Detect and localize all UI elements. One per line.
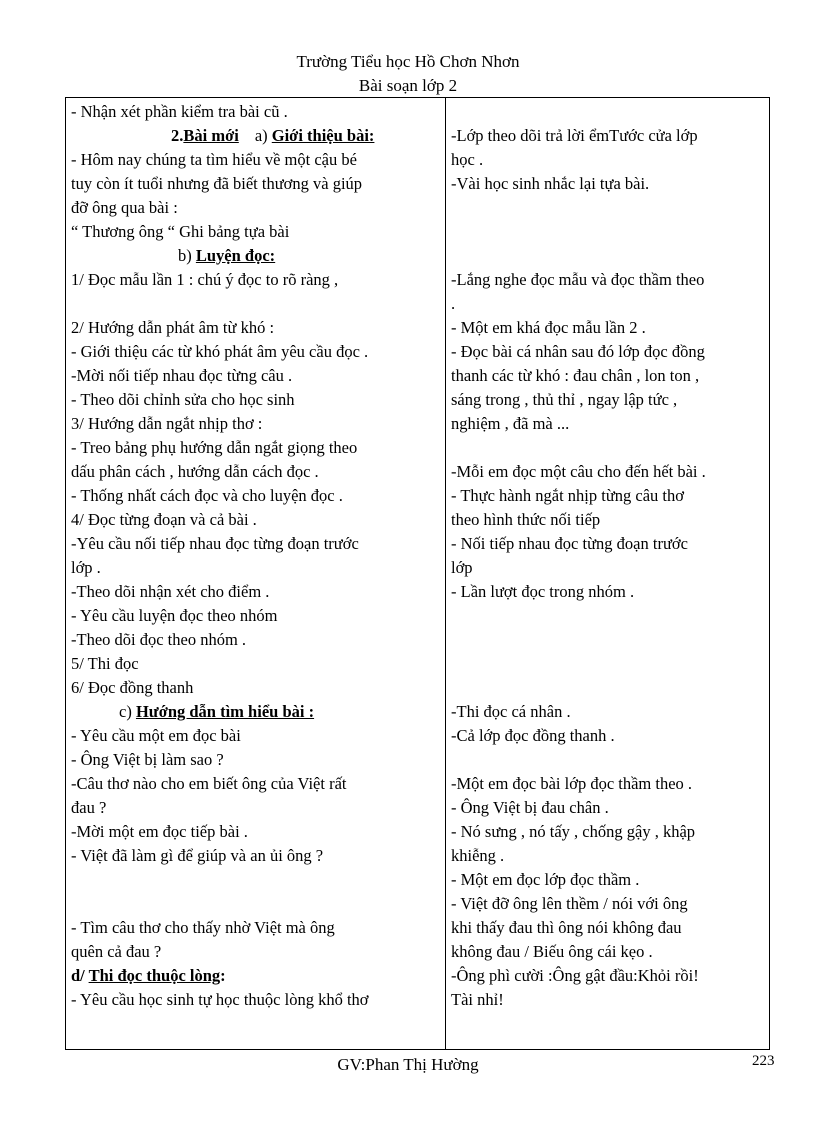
section-b-title: Luyện đọc: <box>195 246 276 265</box>
right-line: nghiệm , đã mà ... <box>451 414 570 433</box>
left-line: - Thống nhất cách đọc và cho luyện đọc . <box>71 486 343 505</box>
section-d-heading <box>71 966 226 986</box>
right-line: khi thấy đau thì ông nói không đau <box>451 918 682 937</box>
right-line: -Cả lớp đọc đồng thanh . <box>451 726 615 745</box>
left-line: - Yêu cầu học sinh tự học thuộc lòng khổ thơ <box>71 990 369 1009</box>
right-line: -Lắng nghe đọc mẫu và đọc thầm theo <box>451 270 705 289</box>
section-a-prefix: a) <box>254 126 272 145</box>
left-line: -Theo dõi nhận xét cho điểm . <box>71 582 270 601</box>
left-line: -Câu thơ nào cho em biết ông của Việt rất <box>71 774 347 793</box>
right-line: -Mỗi em đọc một câu cho đến hết bài . <box>451 462 706 481</box>
right-line: lớp <box>451 558 473 577</box>
right-line: - Lần lượt đọc trong nhóm . <box>451 582 635 601</box>
right-line: - Một em đọc lớp đọc thầm . <box>451 870 640 889</box>
left-line: 2/ Hướng dẫn phát âm từ khó : <box>71 318 275 337</box>
section-b-heading <box>178 246 275 266</box>
left-line: - Ông Việt bị làm sao ? <box>71 750 224 769</box>
left-line: -Theo dõi đọc theo nhóm . <box>71 630 247 649</box>
left-line: 5/ Thi đọc <box>71 654 139 673</box>
left-line: “ Thương ông “ Ghi bảng tựa bài <box>71 222 290 241</box>
section-c-prefix: c) <box>119 702 136 721</box>
left-line: đỡ ông qua bài : <box>71 198 178 217</box>
section-c-title: Hướng dẫn tìm hiểu bài : <box>135 702 315 721</box>
right-line: . <box>451 294 456 313</box>
right-line: học . <box>451 150 484 169</box>
right-line: - Một em khá đọc mẫu lần 2 . <box>451 318 646 337</box>
right-line: - Việt đỡ ông lên thềm / nói với ông <box>451 894 688 913</box>
section-2-num: 2. <box>171 126 184 145</box>
left-line: 4/ Đọc từng đoạn và cả bài . <box>71 510 257 529</box>
left-line: dấu phân cách , hướng dẫn cách đọc . <box>71 462 319 481</box>
lesson-table <box>65 97 770 1050</box>
section-2-title: Bài mới <box>183 126 239 145</box>
lesson-subtitle: Bài soạn lớp 2 <box>358 76 458 95</box>
left-line: - Hôm nay chúng ta tìm hiểu về một cậu bé <box>71 150 357 169</box>
left-line: đau ? <box>71 798 107 817</box>
left-line: quên cả đau ? <box>71 942 162 961</box>
section-d-title: Thi đọc thuộc lòng <box>88 966 221 985</box>
right-line: - Ông Việt bị đau chân . <box>451 798 609 817</box>
left-line: - Nhận xét phần kiểm tra bài cũ . <box>71 102 288 121</box>
right-line: - Nối tiếp nhau đọc từng đoạn trước <box>451 534 688 553</box>
right-line: thanh các từ khó : đau chân , lon ton , <box>451 366 700 385</box>
left-line: - Việt đã làm gì để giúp và an ủi ông ? <box>71 846 324 865</box>
left-line: -Yêu cầu nối tiếp nhau đọc từng đoạn trước <box>71 534 359 553</box>
page-number: 223 <box>752 1053 775 1069</box>
section-b-prefix: b) <box>178 246 196 265</box>
right-line: - Đọc bài cá nhân sau đó lớp đọc đồng <box>451 342 705 361</box>
teacher-name: GV:Phan Thị Hường <box>337 1055 479 1074</box>
right-line: khiễng . <box>451 846 505 865</box>
left-line: 3/ Hướng dẫn ngắt nhịp thơ : <box>71 414 263 433</box>
left-line: - Yêu cầu luyện đọc theo nhóm <box>71 606 278 625</box>
left-line: - Yêu cầu một em đọc bài <box>71 726 241 745</box>
section-a-title: Giới thiệu bài: <box>271 126 375 145</box>
section-d-prefix: d/ <box>71 966 89 985</box>
right-line: -Một em đọc bài lớp đọc thầm theo . <box>451 774 693 793</box>
left-line: -Mời một em đọc tiếp bài . <box>71 822 248 841</box>
left-line: 6/ Đọc đồng thanh <box>71 678 194 697</box>
school-name: Trường Tiểu học Hồ Chơn Nhơn <box>296 52 520 71</box>
left-line: 1/ Đọc mẫu lần 1 : chú ý đọc to rõ ràng , <box>71 270 339 289</box>
right-line: - Thực hành ngắt nhịp từng câu thơ <box>451 486 684 505</box>
left-line: tuy còn ít tuổi nhưng đã biết thương và giúp <box>71 174 363 193</box>
section-d-colon: : <box>220 966 226 985</box>
left-line: - Theo dõi chỉnh sửa cho học sinh <box>71 390 295 409</box>
right-line: -Ông phì cười :Ông gật đầu:Khỏi rồi! <box>451 966 699 985</box>
left-line: lớp . <box>71 558 101 577</box>
left-line: - Treo bảng phụ hướng dẫn ngắt giọng theo <box>71 438 358 457</box>
section-c-heading <box>119 702 314 722</box>
right-line: - Nó sưng , nó tấy , chống gậy , khập <box>451 822 696 841</box>
right-line: -Thi đọc cá nhân . <box>451 702 571 721</box>
section-2-heading <box>171 126 374 146</box>
right-line: -Vài học sinh nhắc lại tựa bài. <box>451 174 650 193</box>
right-line: không đau / Biếu ông cái kẹo . <box>451 942 653 961</box>
left-line: -Mời nối tiếp nhau đọc từng câu . <box>71 366 293 385</box>
left-line: - Giới thiệu các từ khó phát âm yêu cầu đọc . <box>71 342 369 361</box>
column-divider <box>445 98 446 1049</box>
right-line: Tài nhỉ! <box>451 990 504 1009</box>
right-line: theo hình thức nối tiếp <box>451 510 601 529</box>
right-line: sáng trong , thủ thỉ , ngay lập tức , <box>451 390 678 409</box>
right-line: -Lớp theo dõi trả lời ểmTước cửa lớp <box>451 126 698 145</box>
left-line: - Tìm câu thơ cho thấy nhờ Việt mà ông <box>71 918 335 937</box>
